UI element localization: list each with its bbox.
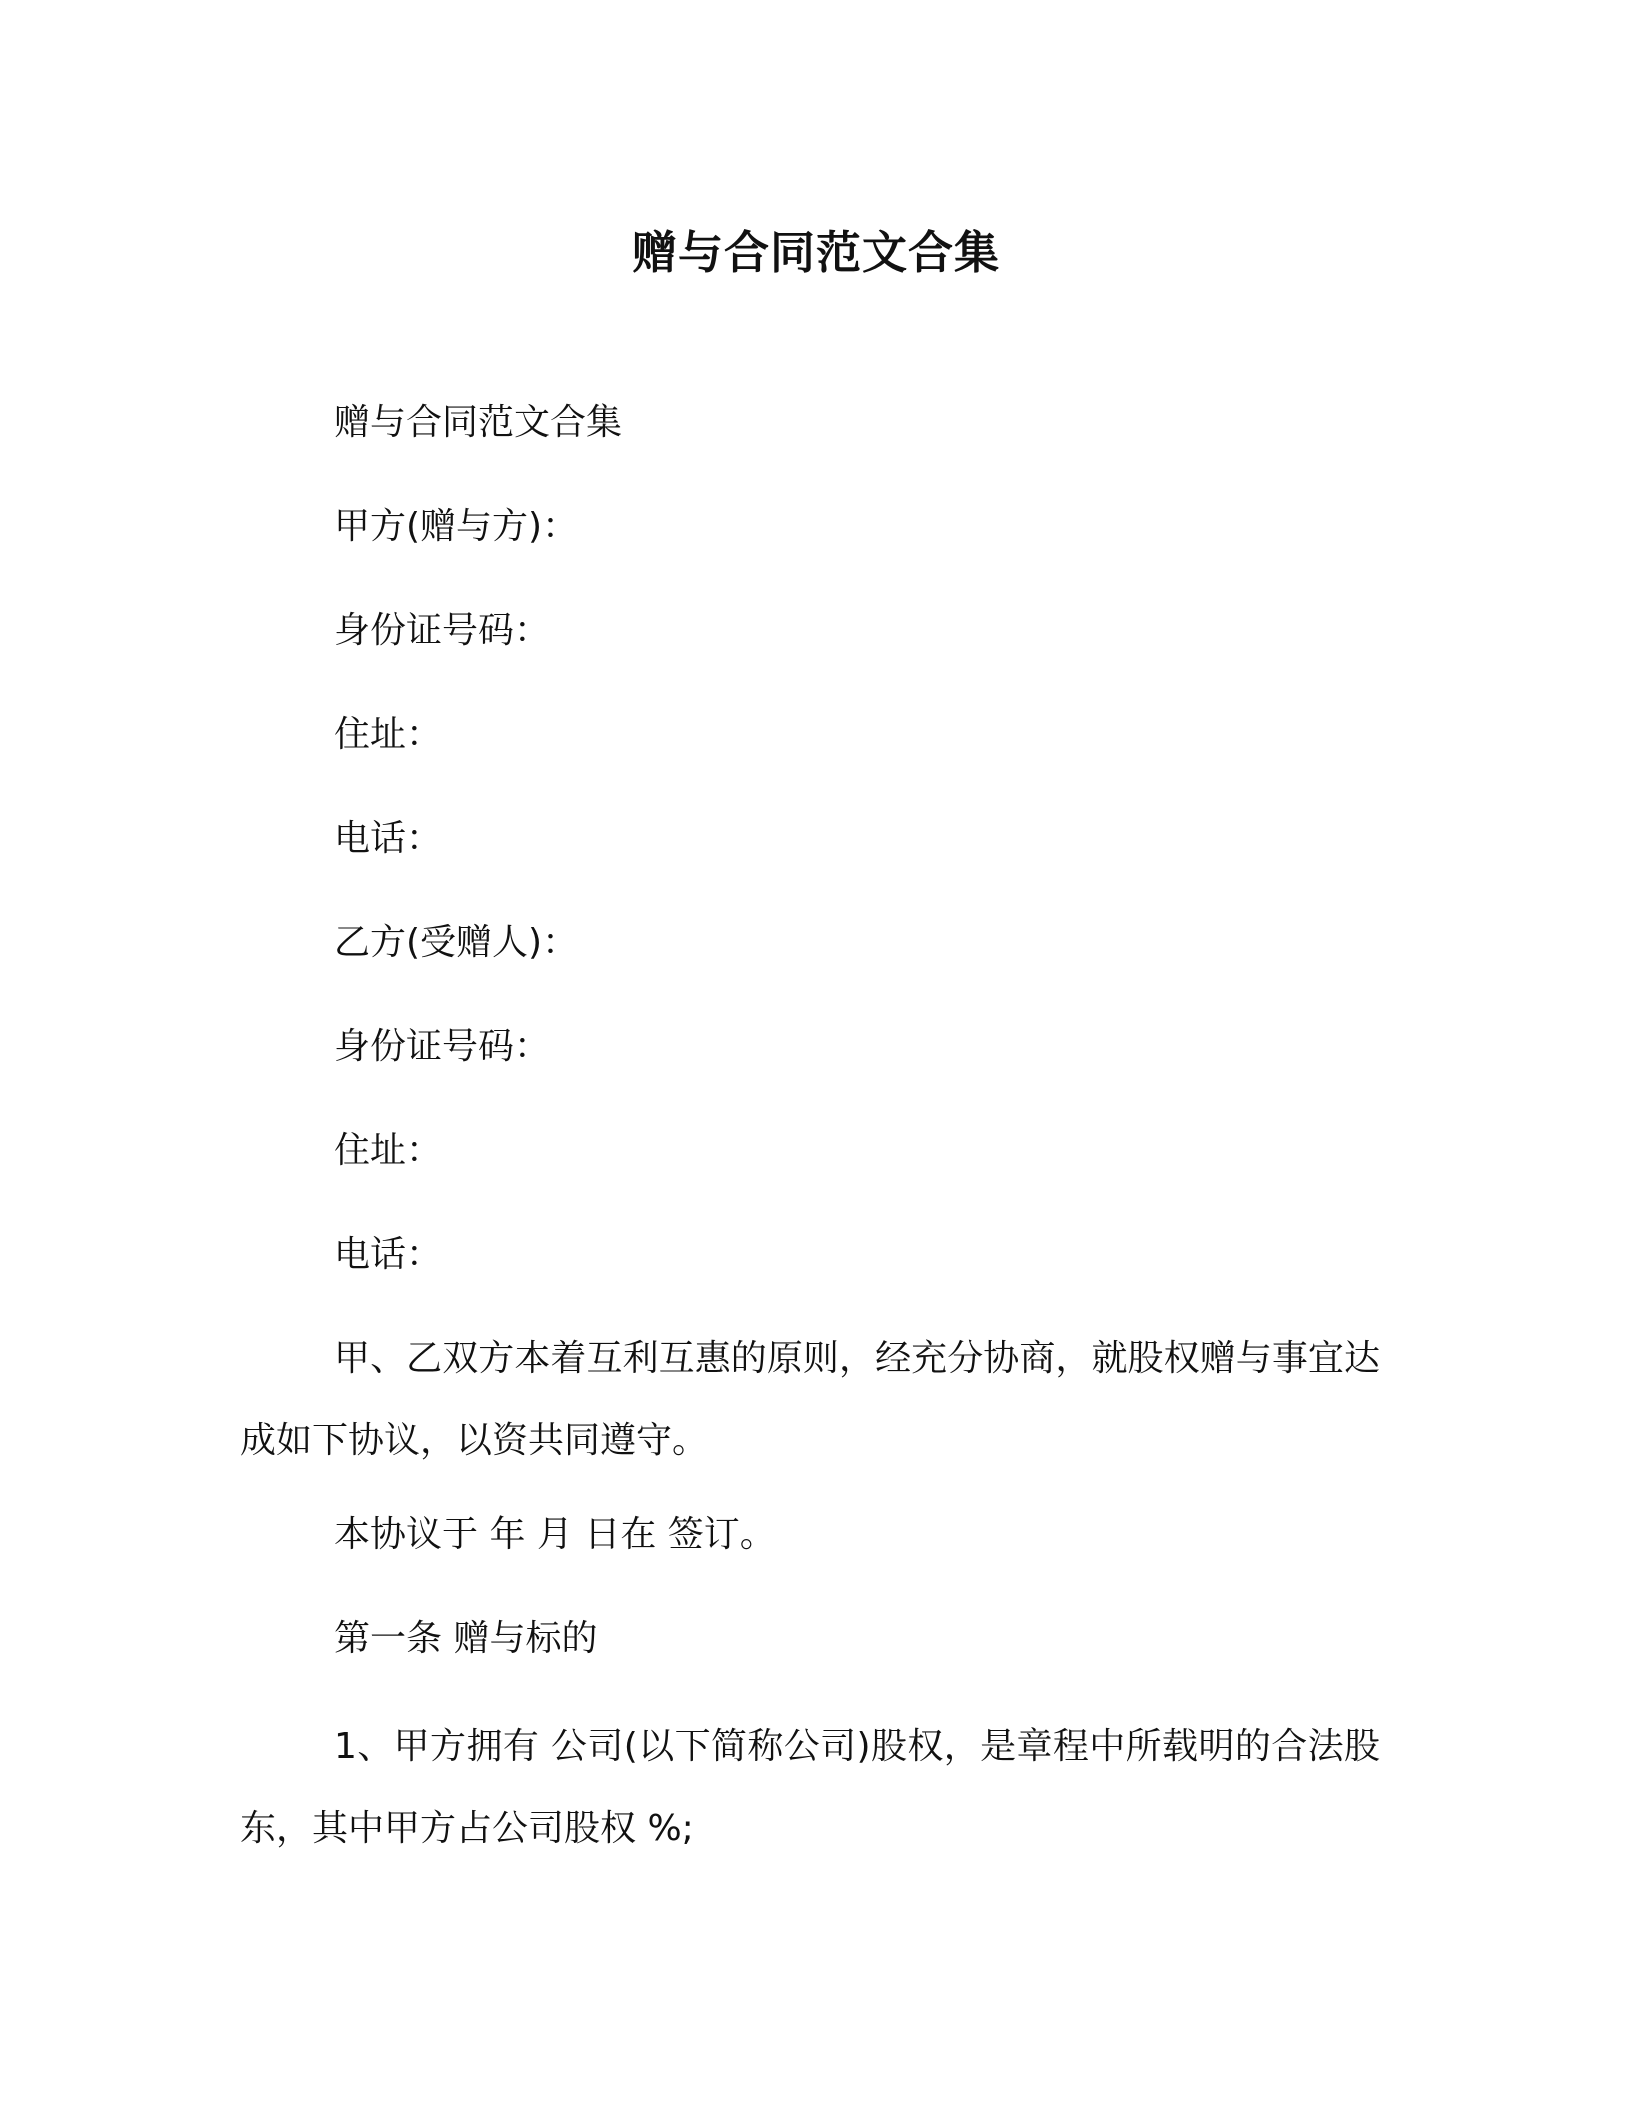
article-1-heading: 第一条 赠与标的	[334, 1618, 598, 1659]
party-a-id-label: 身份证号码：	[334, 610, 551, 651]
party-b-address-label: 住址：	[334, 1130, 443, 1171]
party-b-phone-label: 电话：	[334, 1234, 443, 1275]
party-a-phone-label: 电话：	[334, 818, 443, 859]
party-b-label: 乙方(受赠人)：	[334, 922, 579, 963]
party-b-id-label: 身份证号码：	[334, 1026, 551, 1067]
article-1-clause-1: 1、甲方拥有 公司(以下简称公司)股权，是章程中所载明的合法股东，其中甲方占公司股权 %;	[240, 1726, 1380, 1849]
document-title: 赠与合同范文合集	[631, 226, 1000, 279]
party-a-label: 甲方(赠与方)：	[334, 506, 579, 547]
preamble-paragraph: 甲、乙双方本着互利互惠的原则，经充分协商，就股权赠与事宜达成如下协议，以资共同遵守。	[240, 1338, 1380, 1461]
document-subtitle: 赠与合同范文合集	[334, 402, 623, 443]
party-a-address-label: 住址：	[334, 714, 443, 755]
signing-line: 本协议于 年 月 日在 签订。	[334, 1514, 776, 1555]
